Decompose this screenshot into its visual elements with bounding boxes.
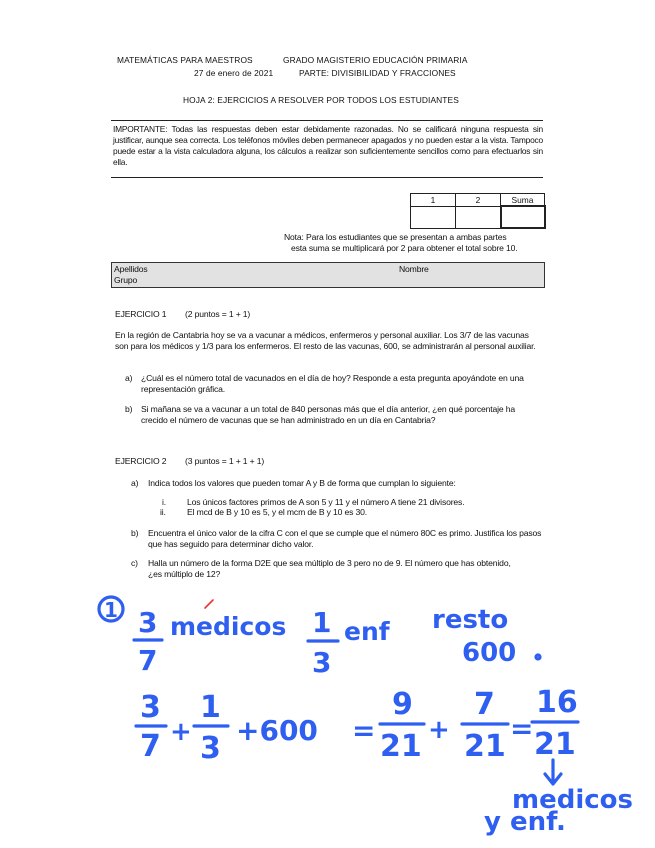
course-title: MATEMÁTICAS PARA MAESTROS — [117, 55, 253, 65]
exam-date: 27 de enero de 2021 — [194, 68, 274, 78]
hw-note-y-enf: y enf. — [484, 807, 566, 837]
exercise-2c-text: Halla un número de la forma D2E que sea múltiplo de 3 pero no de 9. El número que has obtenido, ¿es múltiplo de 12? — [148, 558, 511, 579]
exam-part: PARTE: DIVISIBILIDAD Y FRACCIONES — [299, 68, 456, 78]
group-label: Grupo — [114, 275, 138, 285]
surname-label: Apellidos — [114, 264, 148, 274]
exercise-1-title: EJERCICIO 1 — [115, 309, 167, 319]
exercise-2c-label: c) — [131, 558, 138, 568]
exercise-1-intro: En la región de Cantabria hoy se va a vacunar a médicos, enfermeros y personal auxiliar. Los 3/7 de las vacunas son para los médicos y 1/3 para los enfermeros. El resto de las vacunas, 600, se administrarán al personal auxiliar. — [115, 330, 536, 351]
hw-eq-b-den: 3 — [200, 731, 221, 766]
hw-frac1-num: 3 — [138, 606, 158, 639]
hw-word-medicos: medicos — [170, 612, 287, 641]
hw-period — [536, 655, 540, 659]
circled-number: 1 — [104, 598, 118, 622]
hw-eq-a-den: 7 — [140, 729, 161, 764]
exercise-2a-text: Indica todos los valores que pueden tomar A y B de forma que cumplan lo siguiente: — [148, 478, 456, 488]
exercise-1-points: (2 puntos = 1 + 1) — [185, 309, 251, 319]
name-label: Nombre — [399, 264, 429, 274]
exercise-2-points: (3 puntos = 1 + 1 + 1) — [185, 456, 265, 466]
hw-eq-c-den: 21 — [380, 729, 422, 764]
exercise-2a-i-label: i. — [162, 497, 166, 507]
hw-eq-d-num: 7 — [474, 687, 495, 722]
hw-eq-equals-2: = — [510, 712, 534, 745]
exercise-1a-label: a) — [125, 373, 133, 383]
exercise-2a-ii-label: ii. — [160, 507, 166, 517]
hw-eq-d-den: 21 — [464, 729, 506, 764]
hw-eq-c-num: 9 — [392, 687, 413, 722]
note-line-2: esta suma se multiplicará por 2 para obtener el total sobre 10. — [291, 243, 518, 253]
exercise-1b-label: b) — [125, 404, 133, 414]
hw-arrow-down — [545, 760, 561, 784]
note-line-1: Nota: Para los estudiantes que se presentan a ambas partes — [284, 232, 507, 242]
exercise-1a-text: ¿Cuál es el número total de vacunados en el día de hoy? Responde a esta pregunta apoyándote en una representación gráfica. — [141, 373, 524, 394]
score-header-2: 2 — [456, 194, 501, 207]
hw-eq-b-num: 1 — [200, 690, 221, 725]
sheet-title: HOJA 2: EJERCICIOS A RESOLVER POR TODOS LOS ESTUDIANTES — [183, 95, 459, 105]
hw-frac2-den: 3 — [312, 646, 332, 679]
exercise-2a-label: a) — [131, 478, 139, 488]
exercise-2a-ii-text: El mcd de B y 10 es 5, y el mcm de B y 10 es 30. — [187, 507, 368, 517]
hw-note-medicos: medicos — [512, 785, 633, 815]
score-header-total: Suma — [501, 194, 545, 207]
exercise-2a-i-text: Los únicos factores primos de A son 5 y 11 y el número A tiene 21 divisores. — [187, 497, 465, 507]
hw-eq-a-num: 3 — [140, 690, 161, 725]
hw-eq-e-den: 21 — [534, 727, 576, 762]
hw-frac1-den: 7 — [138, 644, 158, 677]
hw-eq-plus-600: +600 — [236, 714, 318, 747]
exercise-2-title: EJERCICIO 2 — [115, 456, 167, 466]
important-text: IMPORTANTE: Todas las respuestas deben estar debidamente razonadas. No se calificará ninguna respuesta sin justificar, aunque sea correcta. Los teléfonos móviles deben permanecer apagados y no pueden estar a la vista. Tampoco puede estar a la vista calculadora alguna, los cálculos a realizar son suficientemente sencillos como para efectuarlos sin ella. — [113, 124, 543, 167]
hw-word-resto: resto — [432, 605, 509, 635]
hw-frac2-num: 1 — [312, 606, 332, 639]
hw-eq-e-num: 16 — [536, 685, 578, 720]
hw-value-600: 600 — [462, 638, 517, 668]
hw-eq-equals-1: = — [352, 714, 376, 747]
exercise-2b-label: b) — [131, 528, 139, 538]
hw-red-accent — [205, 600, 213, 608]
degree-title: GRADO MAGISTERIO EDUCACIÓN PRIMARIA — [283, 55, 468, 65]
hw-eq-plus-1: + — [170, 717, 192, 747]
hw-eq-plus-3: + — [428, 715, 450, 745]
hw-word-enf: enf — [344, 617, 390, 646]
exercise-2b-text: Encuentra el único valor de la cifra C con el que se cumple que el número 80C es primo. Justifica los pasos que has seguido para determinar dicho valor. — [148, 528, 542, 549]
score-header-1: 1 — [411, 194, 456, 207]
exercise-1b-text: Si mañana se va a vacunar a un total de 840 personas más que el día anterior, ¿en qué porcentaje ha crecido el número de vacunas que se han administrado en un día en Cantabria? — [141, 404, 516, 425]
